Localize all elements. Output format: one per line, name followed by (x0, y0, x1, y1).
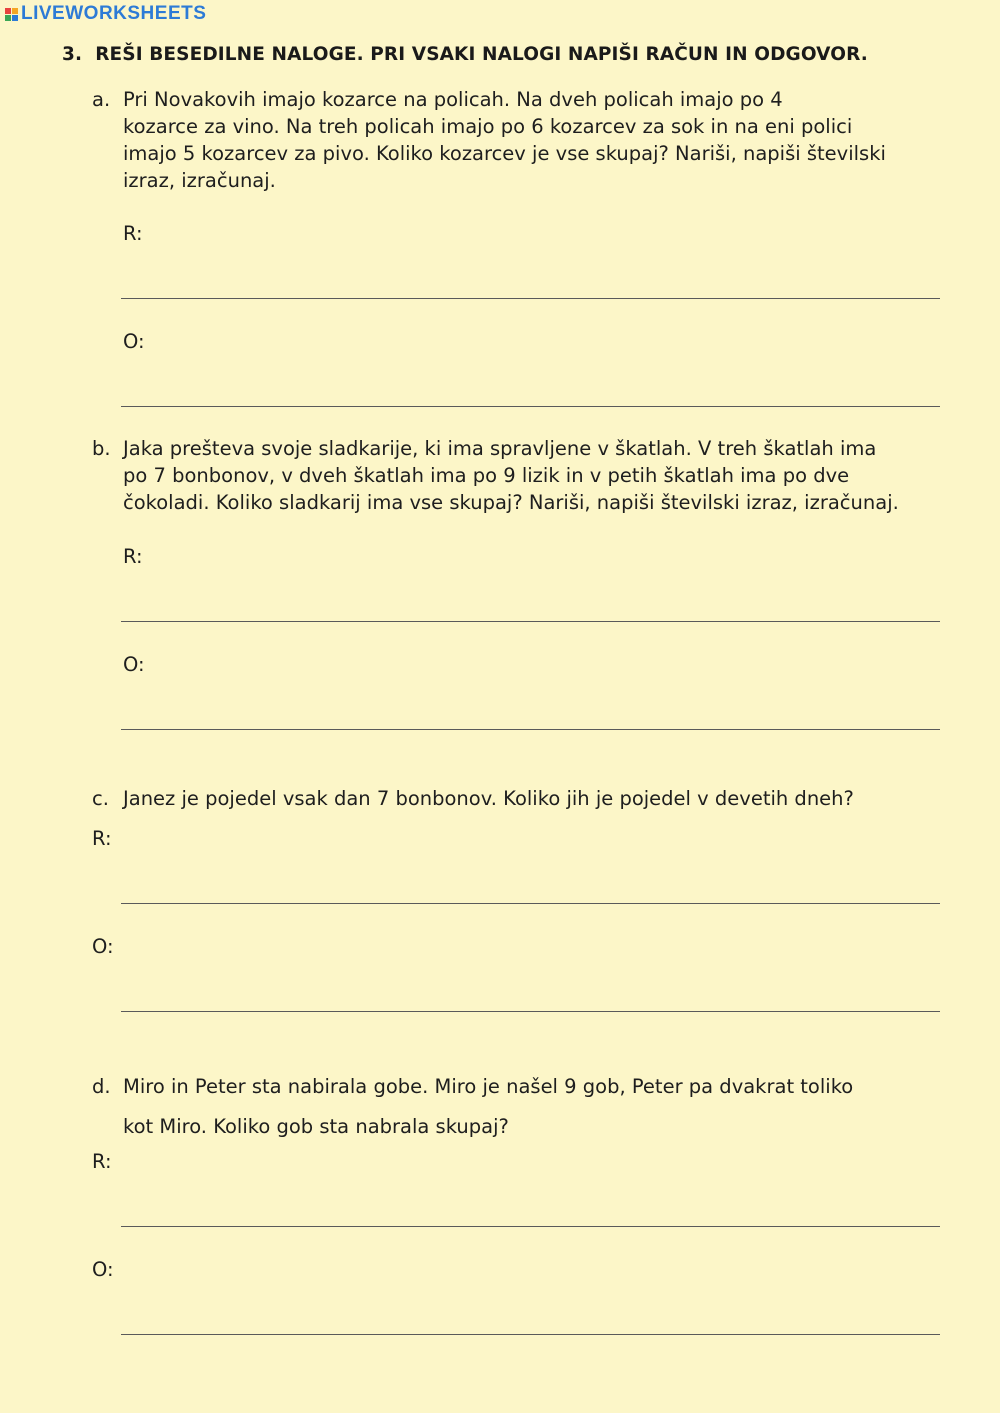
task-a-text (92, 86, 886, 194)
logo-text: LIVEWORKSHEETS (21, 3, 207, 24)
exercise-instruction: REŠI BESEDILNE NALOGE. PRI VSAKI NALOGI NAPIŠI RAČUN IN ODGOVOR. (95, 44, 868, 65)
task-letter: c. (92, 787, 109, 810)
text-line: Janez je pojedel vsak dan 7 bonbonov. Koliko jih je pojedel v devetih dneh? (123, 787, 854, 810)
text-line: imajo 5 kozarcev za pivo. Koliko kozarcev je vse skupaj? Nariši, napiši številski (123, 142, 886, 165)
task-d-answer-label: O: (92, 1258, 114, 1281)
task-b-text (92, 435, 899, 516)
task-letter: a. (92, 88, 111, 111)
task-b-calc-line[interactable] (121, 621, 940, 622)
task-c-text (92, 785, 854, 812)
task-b-answer-label: O: (123, 653, 145, 676)
task-a-calc-line[interactable] (121, 298, 940, 299)
exercise-number: 3. (62, 44, 83, 65)
task-b-answer-line[interactable] (121, 729, 940, 730)
task-d-answer-line[interactable] (121, 1334, 940, 1335)
task-a-answer-label: O: (123, 330, 145, 353)
text-line: čokoladi. Koliko sladkarij ima vse skupaj? Nariši, napiši številski izraz, izračunaj. (123, 491, 899, 514)
text-line: izraz, izračunaj. (123, 169, 276, 192)
text-line: Pri Novakovih imajo kozarce na policah. Na dveh policah imajo po 4 (123, 88, 783, 111)
liveworksheets-logo (5, 3, 206, 25)
task-d-calc-line[interactable] (121, 1226, 940, 1227)
task-letter: d. (92, 1075, 111, 1098)
text-line: po 7 bonbonov, v dveh škatlah ima po 9 lizik in v petih škatlah ima po dve (123, 464, 850, 487)
task-d-calc-label: R: (92, 1150, 112, 1173)
task-a-calc-label: R: (123, 222, 143, 245)
task-c-answer-label: O: (92, 935, 114, 958)
task-c-answer-line[interactable] (121, 1011, 940, 1012)
text-line: Miro in Peter sta nabirala gobe. Miro je našel 9 gob, Peter pa dvakrat toliko (123, 1075, 854, 1098)
task-c-calc-label: R: (92, 827, 112, 850)
text-line: kot Miro. Koliko gob sta nabrala skupaj? (123, 1115, 509, 1138)
task-d-text (92, 1067, 854, 1147)
task-c-calc-line[interactable] (121, 903, 940, 904)
logo-squares-icon (5, 8, 18, 21)
task-a-answer-line[interactable] (121, 406, 940, 407)
task-b-calc-label: R: (123, 545, 143, 568)
task-letter: b. (92, 437, 111, 460)
text-line: kozarce za vino. Na treh policah imajo po 6 kozarcev za sok in na eni polici (123, 115, 853, 138)
text-line: Jaka prešteva svoje sladkarije, ki ima spravljene v škatlah. V treh škatlah ima (123, 437, 877, 460)
exercise-heading (62, 44, 868, 65)
